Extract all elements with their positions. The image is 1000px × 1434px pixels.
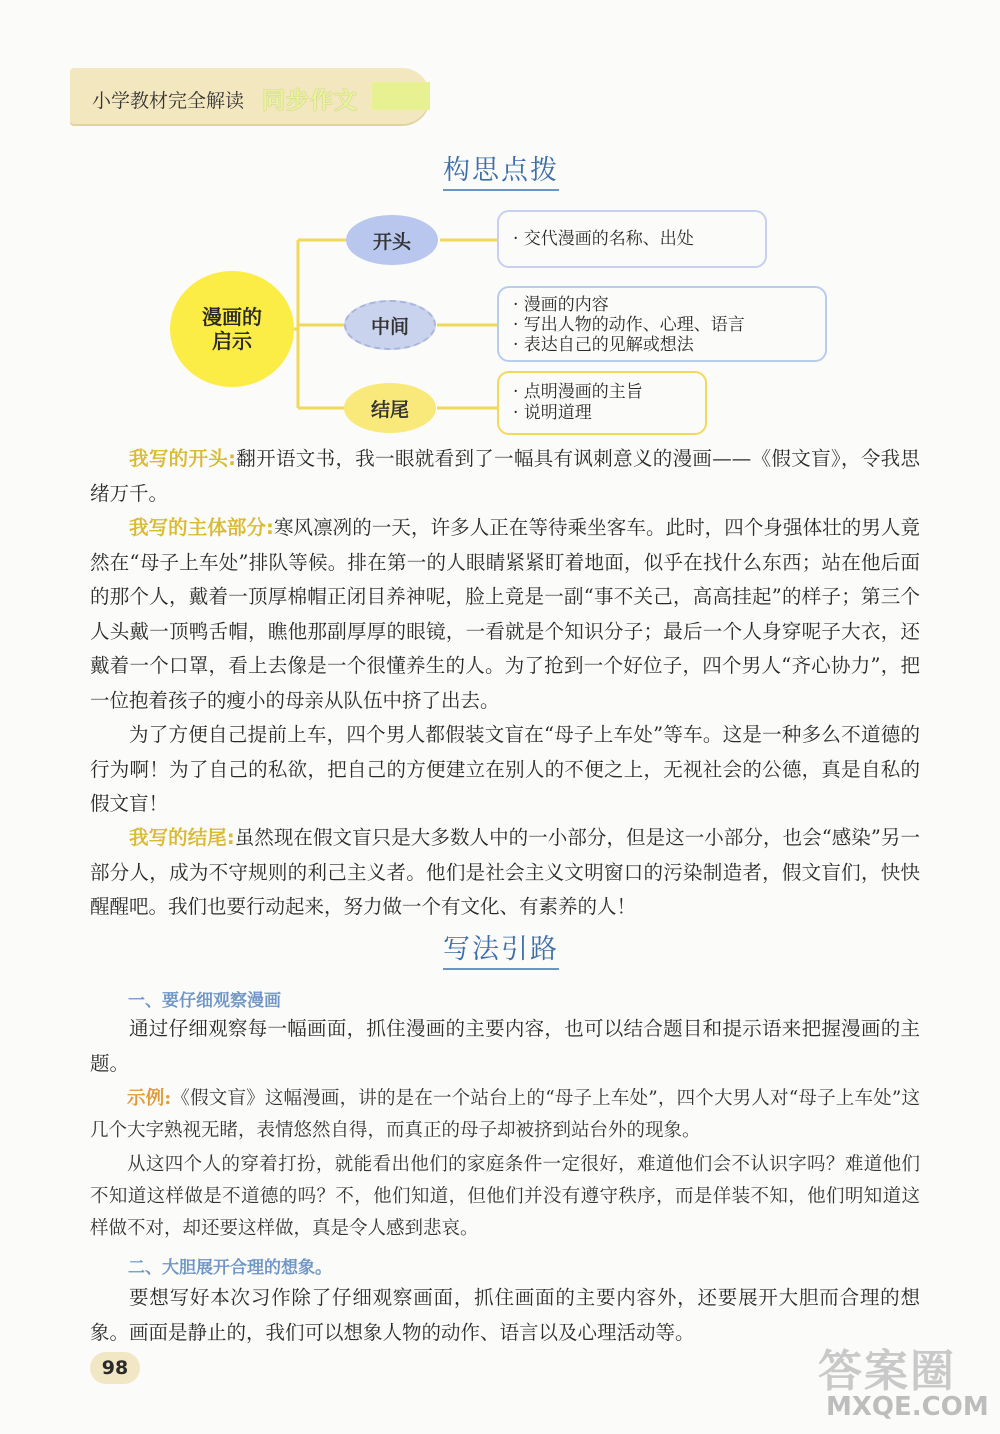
example-para xyxy=(90,1083,920,1147)
ending-label: 我写的结尾: xyxy=(129,826,235,849)
method-para-3: 要想写好本次习作除了仔细观察画面，抓住画面的主要内容外，还要展开大胆而合理的想象。画面是静止的，我们可以想象人物的动作、语言以及心理活动等。 xyxy=(90,1286,920,1344)
essay-ending xyxy=(90,821,920,925)
body-label: 我写的主体部分: xyxy=(129,516,274,539)
center-label: 漫画的 启示 xyxy=(202,305,262,353)
opening-box xyxy=(497,210,767,268)
branch-ending-label: 结尾 xyxy=(370,398,409,421)
essay-opening xyxy=(90,442,920,511)
page-number: 98 xyxy=(90,1352,140,1384)
watermark-logo: 答案圈 xyxy=(818,1346,956,1397)
watermark-url: MXQE.COM xyxy=(826,1392,989,1422)
essay-body xyxy=(90,511,920,718)
mind-map-center xyxy=(170,271,294,387)
opening-item: · 交代漫画的名称、出处 xyxy=(513,229,694,249)
opening-text: 翻开语文书，我一眼就看到了一幅具有讽刺意义的漫画——《假文盲》，令我思绪万千。 xyxy=(90,447,920,505)
body-text: 寒风凛冽的一天，许多人正在等待乘坐客车。此时，四个身强体壮的男人竟然在“母子上车处”排队等候。排在第一的人眼睛紧紧盯着地面，似乎在找什么东西；站在他后面的那个人，戴着一顶厚棉帽正闭目养神呢，脸上竟是一副“事不关己，高高挂起”的样子；第三个人头戴一顶鸭舌帽，瞧他那副厚厚的眼镜，一看就是个知识分子；最后一个人身穿呢子大衣，还戴着一个口罩，看上去像是一个很懂养生的人。为了抢到一个好位子，四个男人“齐心协力”，把一位抱着孩子的瘦小的母亲从队伍中挤了出去。 xyxy=(90,516,920,712)
branch-opening xyxy=(346,215,438,265)
section-title-writing-method: 写法引路 xyxy=(443,927,559,970)
essay-body-2: 为了方便自己提前上车，四个男人都假装文盲在“母子上车处”等车。这是一种多么不道德的行为啊！为了自己的私欲，把自己的方便建立在别人的不便之上，无视社会的公德，真是自私的假文盲！ xyxy=(90,723,920,815)
middle-box xyxy=(497,286,827,362)
method-para-2: 从这四个人的穿着打扮，就能看出他们的家庭条件一定很好，难道他们会不认识字吗？难道他们不知道这样做是不道德的吗？不，他们知道，但他们并没有遵守秩序，而是佯装不知，他们明知道这样做不对，却还要这样做，真是令人感到悲哀。 xyxy=(90,1154,920,1239)
middle-item: · 表达自己的见解或想法 xyxy=(513,335,694,355)
method-para-1: 通过仔细观察每一幅画面，抓住漫画的主要内容，也可以结合题目和提示语来把握漫画的主题。 xyxy=(90,1017,920,1075)
middle-item: · 写出人物的动作、心理、语言 xyxy=(513,315,745,335)
sub-heading-imagine: 二、大胆展开合理的想象。 xyxy=(128,1258,332,1278)
branch-middle xyxy=(344,300,436,350)
sub-heading-observe: 一、要仔细观察漫画 xyxy=(128,991,281,1011)
example-label: 示例: xyxy=(127,1088,172,1109)
branch-opening-label: 开头 xyxy=(372,230,411,253)
ending-item: · 说明道理 xyxy=(513,403,592,423)
ending-item: · 点明漫画的主旨 xyxy=(513,382,643,402)
book-subtitle: 同步作文 xyxy=(262,88,358,114)
book-title: 小学教材完全解读 xyxy=(92,90,245,112)
middle-item: · 漫画的内容 xyxy=(513,295,609,315)
opening-label: 我写的开头: xyxy=(129,447,236,470)
ending-box xyxy=(497,371,707,435)
branch-ending xyxy=(344,383,436,433)
branch-middle-label: 中间 xyxy=(370,315,409,338)
ending-text: 虽然现在假文盲只是大多数人中的一小部分，但是这一小部分，也会“感染”另一部分人，成为不守规则的利己主义者。他们是社会主义文明窗口的污染制造者，假文盲们，快快醒醒吧。我们也要行动起来，努力做一个有文化、有素养的人！ xyxy=(90,826,920,918)
section-title-planning: 构思点拨 xyxy=(443,148,559,191)
example-text: 《假文盲》这幅漫画，讲的是在一个站台上的“母子上车处”，四个大男人对“母子上车处”这几个大字熟视无睹，表情悠然自得，而真正的母子却被挤到站台外的现象。 xyxy=(90,1088,920,1141)
